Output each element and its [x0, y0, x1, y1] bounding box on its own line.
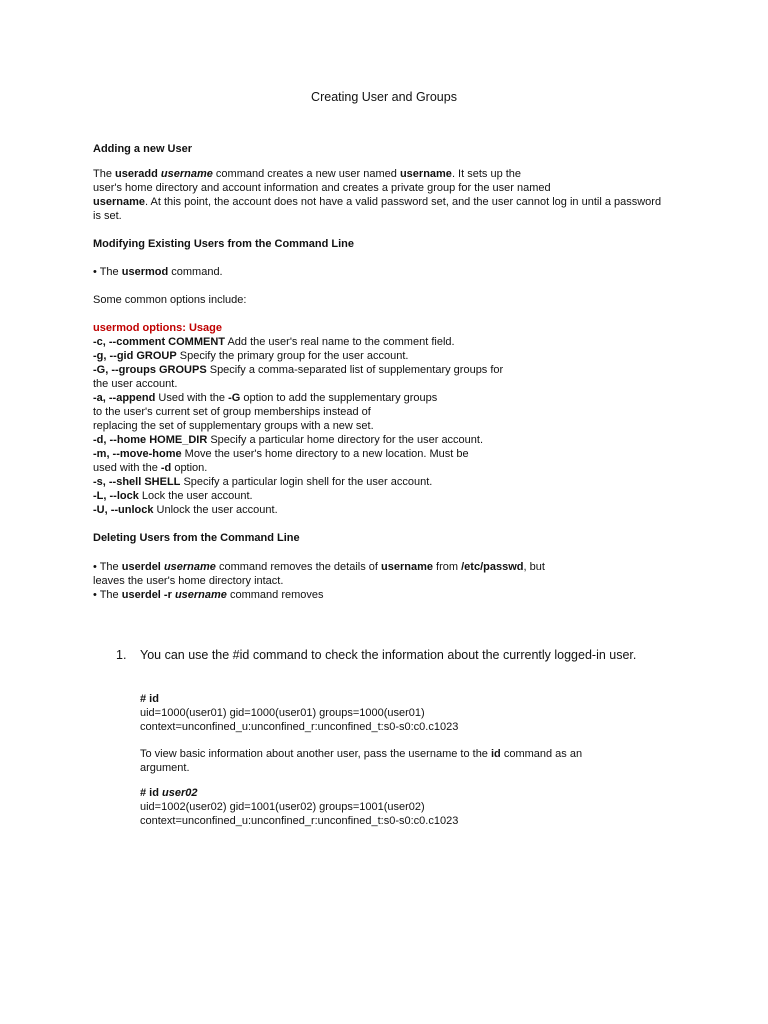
list-item-text: You can use the #id command to check the information about the currently logged-in user. [140, 648, 637, 662]
option-home: -d, --home HOME_DIR Specify a particular home directory for the user account. [93, 434, 484, 446]
add-line-1: The useradd username command creates a new user named username. It sets up the [93, 168, 522, 180]
option-groups: -G, --groups GROUPS Specify a comma-separated list of supplementary groups for [93, 364, 504, 376]
id-output-1-line-2: context=unconfined_u:unconfined_r:unconfined_t:s0-s0:c0.c1023 [140, 721, 459, 733]
option-append-cont-2: replacing the set of supplementary groups with a new set. [93, 420, 374, 432]
option-comment: -c, --comment COMMENT Add the user's real name to the comment field. [93, 336, 455, 348]
option-append-cont-1: to the user's current set of group memberships instead of [93, 406, 371, 418]
userdel-bullet-1-cont: leaves the user's home directory intact. [93, 575, 284, 587]
option-shell: -s, --shell SHELL Specify a particular login shell for the user account. [93, 476, 433, 488]
id-output-2-line-1: uid=1002(user02) gid=1001(user02) groups=1001(user02) [140, 801, 425, 813]
id-output-2-line-2: context=unconfined_u:unconfined_r:unconfined_t:s0-s0:c0.c1023 [140, 815, 459, 827]
id-command-1: # id [140, 693, 159, 705]
option-groups-cont: the user account. [93, 378, 178, 390]
option-move-home-cont: used with the -d option. [93, 462, 208, 474]
userdel-bullet-2: • The userdel -r username command removes [93, 589, 324, 601]
option-unlock: -U, --unlock Unlock the user account. [93, 504, 278, 516]
option-move-home: -m, --move-home Move the user's home directory to a new location. Must be [93, 448, 469, 460]
section-heading-delete: Deleting Users from the Command Line [93, 532, 300, 544]
page-title: Creating User and Groups [311, 90, 457, 104]
option-append: -a, --append Used with the -G option to add the supplementary groups [93, 392, 438, 404]
option-lock: -L, --lock Lock the user account. [93, 490, 253, 502]
other-user-paragraph: To view basic information about another user, pass the username to the id command as an [140, 748, 583, 760]
other-user-paragraph-cont: argument. [140, 762, 190, 774]
usermod-options-heading: usermod options: Usage [93, 322, 222, 334]
id-output-1-line-1: uid=1000(user01) gid=1000(user01) groups=1000(user01) [140, 707, 425, 719]
add-line-2: user's home directory and account information and creates a private group for the user named [93, 182, 551, 194]
id-command-2: # id user02 [140, 787, 198, 799]
section-heading-modify: Modifying Existing Users from the Command Line [93, 238, 354, 250]
list-number: 1. [116, 648, 127, 662]
common-options-text: Some common options include: [93, 294, 247, 306]
usermod-bullet: • The usermod command. [93, 266, 223, 278]
useradd-command: useradd [115, 168, 158, 180]
option-gid: -g, --gid GROUP Specify the primary group for the user account. [93, 350, 409, 362]
add-line-3: username. At this point, the account does not have a valid password set, and the user cannot log in until a password [93, 196, 662, 208]
section-heading-add: Adding a new User [93, 143, 193, 155]
add-line-4: is set. [93, 210, 122, 222]
userdel-bullet-1: • The userdel username command removes the details of username from /etc/passwd, but [93, 561, 545, 573]
